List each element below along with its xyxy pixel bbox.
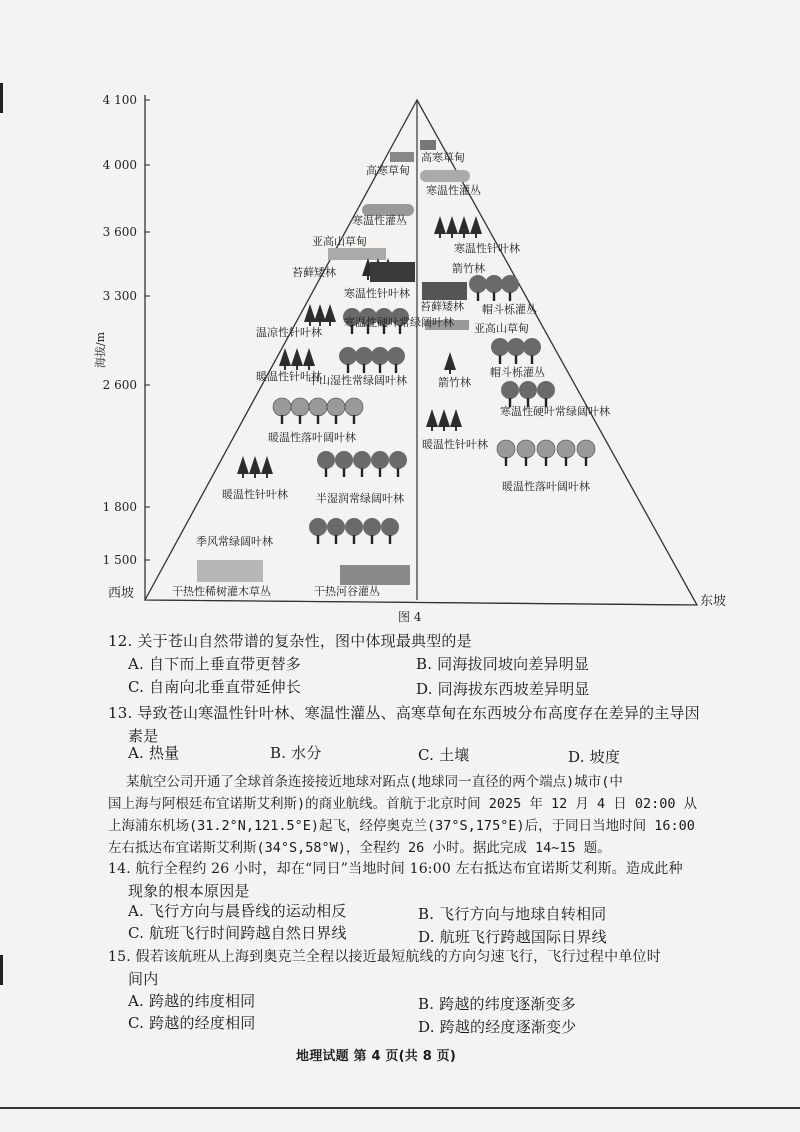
q15-stem: 15. 假若该航班从上海到奥克兰全程以接近最短航线的方向匀速飞行，飞行过程中单位时 xyxy=(108,949,661,965)
q13-option-c: C. 土壤 xyxy=(418,746,470,764)
q15-stem-cont: 间内 xyxy=(128,970,159,988)
east-zone-label: 帽斗栎灌丛 xyxy=(482,303,537,316)
q12-option-b: B. 同海拔同坡向差异明显 xyxy=(416,655,590,673)
y-tick-label: 1 800 xyxy=(102,500,137,514)
west-zone-label: 寒温性硬叶常绿阔叶林 xyxy=(344,316,454,329)
broadleaf-icon xyxy=(273,398,363,424)
west-zone-label: 中山湿性常绿阔叶林 xyxy=(308,374,407,387)
y-tick-label: 2 600 xyxy=(102,378,137,392)
east-zone-label: 寒温性针叶林 xyxy=(454,242,520,255)
y-axis-ticks xyxy=(145,100,150,560)
meadow-patch-icon xyxy=(328,248,386,260)
east-zone-label: 箭竹林 xyxy=(438,376,471,389)
east-zone-label: 暖温性针叶林 xyxy=(422,438,488,451)
y-tick-label: 3 300 xyxy=(102,289,137,303)
binding-mark xyxy=(0,83,3,113)
passage-line: 上海浦东机场(31.2°N,121.5°E)起飞，经停奥克兰(37°S,175°E)后，于同日当地时间 16:00 xyxy=(108,818,695,834)
q14-option-b: B. 飞行方向与地球自转相同 xyxy=(418,905,607,923)
figure-caption: 图 4 xyxy=(398,610,422,624)
east-slope-label: 东坡 xyxy=(700,594,727,609)
bottom-divider xyxy=(0,1107,800,1109)
q12-stem: 12. 关于苍山自然带谱的复杂性，图中体现最典型的是 xyxy=(108,632,472,650)
east-zone-label: 箭竹林 xyxy=(452,262,485,275)
conifer-icon xyxy=(237,456,273,478)
west-zone-label: 暖温性针叶林 xyxy=(222,488,288,501)
conifer-icon xyxy=(279,348,315,370)
q14-option-c: C. 航班飞行时间跨越自然日界线 xyxy=(128,924,347,942)
q15-option-c: C. 跨越的经度相同 xyxy=(128,1014,256,1032)
passage-line: 左右抵达布宜诺斯艾利斯(34°S,58°W)，全程约 26 小时。据此完成 14~15 题。 xyxy=(108,840,611,856)
west-zone-label: 寒温性灌丛 xyxy=(352,214,407,227)
y-tick-label: 3 600 xyxy=(102,225,137,239)
y-tick-label: 4 100 xyxy=(102,93,137,107)
west-zone-label: 高寒草甸 xyxy=(366,164,410,177)
ground-line xyxy=(145,600,697,605)
q13-option-b: B. 水分 xyxy=(270,744,322,762)
east-zone-label: 苔藓矮林 xyxy=(420,300,464,313)
east-zone-label: 高寒草甸 xyxy=(421,151,465,164)
q13-stem: 13. 导致苍山寒温性针叶林、寒温性灌丛、高寒草甸在东西坡分布高度存在差异的主导因 xyxy=(108,704,700,722)
shrub-icon xyxy=(491,338,541,364)
east-zone-label: 寒温性硬叶常绿阔叶林 xyxy=(500,405,610,418)
q12-option-c: C. 自南向北垂直带延伸长 xyxy=(128,678,302,696)
bamboo-icon xyxy=(444,352,456,374)
binding-mark xyxy=(0,955,3,985)
west-zone-label: 干热性稀树灌木草丛 xyxy=(172,585,271,598)
west-slope-label: 西坡 xyxy=(108,586,135,601)
page-footer: 地理试题 第 4 页(共 8 页) xyxy=(296,1049,457,1064)
broadleaf-icon xyxy=(317,451,407,477)
passage-line: 某航空公司开通了全球首条连接接近地球对跖点(地球同一直径的两个端点)城市(中 xyxy=(126,774,623,790)
q14-stem-cont: 现象的根本原因是 xyxy=(128,882,250,900)
q15-option-b: B. 跨越的纬度逐渐变多 xyxy=(418,995,576,1013)
q12-option-d: D. 同海拔东西坡差异明显 xyxy=(416,680,590,698)
broadleaf-icon xyxy=(339,347,405,373)
valley-shrub-patch-icon xyxy=(340,565,410,585)
broadleaf-icon xyxy=(497,440,595,466)
savanna-patch-icon xyxy=(197,560,263,582)
conifer-icon xyxy=(434,216,482,238)
east-zone-label: 亚高山草甸 xyxy=(474,322,529,335)
east-zone-label: 暖温性落叶阔叶林 xyxy=(502,480,590,493)
meadow-patch-icon xyxy=(390,152,414,162)
west-zone-label: 暖温性针叶林 xyxy=(256,370,322,383)
passage-line: 国上海与阿根廷布宜诺斯艾利斯)的商业航线。首航于北京时间 2025 年 12 月 4 日 02:00 从 xyxy=(108,796,698,812)
y-tick-label: 1 500 xyxy=(102,553,137,567)
q12-option-a: A. 自下而上垂直带更替多 xyxy=(128,655,301,673)
q13-option-a: A. 热量 xyxy=(128,744,180,762)
shrub-icon xyxy=(469,275,519,301)
moss-forest-patch-icon xyxy=(422,282,467,300)
west-zone-label: 干热河谷灌丛 xyxy=(314,585,380,598)
broadleaf-icon xyxy=(309,518,399,544)
shrub-patch-icon xyxy=(420,170,470,182)
q15-option-a: A. 跨越的纬度相同 xyxy=(128,992,256,1010)
q14-option-a: A. 飞行方向与晨昏线的运动相反 xyxy=(128,902,347,920)
broadleaf-icon xyxy=(501,381,555,407)
east-zone-label: 帽斗栎灌丛 xyxy=(490,366,545,379)
q14-stem: 14. 航行全程约 26 小时，却在“同日”当地时间 16:00 左右抵达布宜诺斯艾利斯。造成此种 xyxy=(108,861,683,877)
conifer-icon xyxy=(426,409,462,431)
west-zone-label: 温凉性针叶林 xyxy=(256,326,322,339)
y-tick-label: 4 000 xyxy=(102,158,137,172)
q13-option-d: D. 坡度 xyxy=(568,748,621,766)
west-zone-label: 苔藓矮林 xyxy=(292,266,336,279)
west-zone-label: 寒温性针叶林 xyxy=(344,287,410,300)
west-zone-label: 季风常绿阔叶林 xyxy=(196,535,273,548)
conifer-icon xyxy=(304,304,336,326)
east-zone-label: 寒温性灌丛 xyxy=(426,184,481,197)
q14-option-d: D. 航班飞行跨越国际日界线 xyxy=(418,928,607,946)
forest-patch-icon xyxy=(370,262,415,282)
west-zone-label: 暖温性落叶阔叶林 xyxy=(268,431,356,444)
y-axis-label: 海拔/m xyxy=(94,331,107,369)
q13-stem-cont: 素是 xyxy=(128,727,159,745)
west-zone-label: 亚高山草甸 xyxy=(312,235,367,248)
q15-option-d: D. 跨越的经度逐渐变少 xyxy=(418,1018,577,1036)
west-zone-label: 半湿润常绿阔叶林 xyxy=(316,492,404,505)
meadow-patch-icon xyxy=(420,140,436,150)
